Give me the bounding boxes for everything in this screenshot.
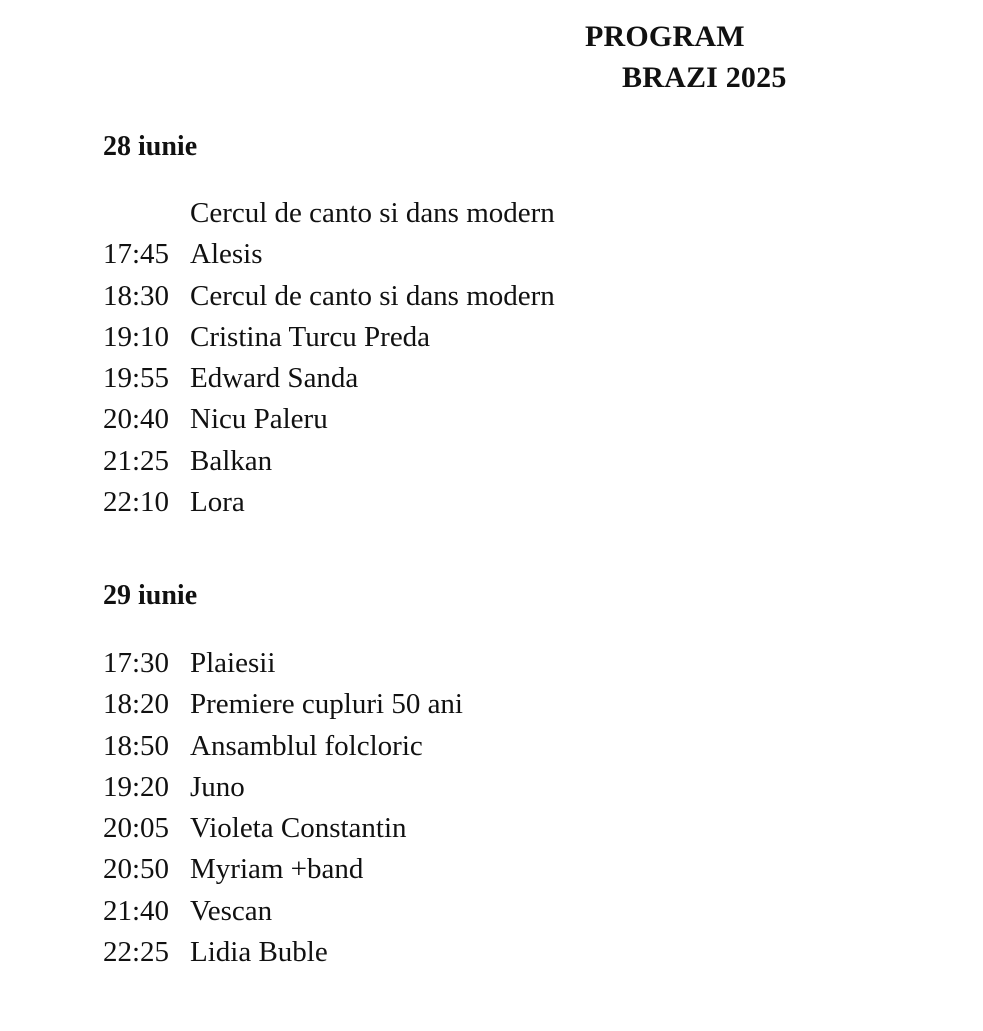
entry-time: 21:25 (103, 444, 170, 477)
entry-time: 20:05 (103, 812, 170, 845)
entry-time: 22:25 (103, 936, 170, 969)
schedule-entry (103, 317, 555, 358)
entry-act: Lora (190, 486, 245, 519)
schedule-entry (103, 441, 555, 482)
entry-time: 17:30 (103, 647, 170, 679)
entry-act: Violeta Constantin (190, 812, 407, 845)
schedule-entry (103, 234, 555, 275)
entry-act: Juno (190, 770, 245, 803)
entry-act: Cercul de canto si dans modern (190, 197, 555, 229)
entry-act: Cristina Turcu Preda (190, 320, 431, 353)
entry-time: 22:10 (103, 486, 170, 519)
schedule-entry (103, 767, 463, 808)
schedule-entry (103, 726, 463, 767)
entry-act: Lidia Buble (190, 936, 328, 969)
entry-act: Edward Sanda (190, 362, 359, 395)
entry-time: 20:40 (103, 403, 170, 436)
schedule-entry (103, 276, 555, 317)
entry-time: 18:20 (103, 688, 170, 721)
entry-time: 19:10 (103, 320, 170, 353)
entry-time: 18:30 (103, 279, 170, 312)
schedule-entry (103, 193, 555, 234)
schedule-entry (103, 482, 555, 523)
entry-time: 21:40 (103, 894, 170, 927)
entry-act: Plaiesii (190, 647, 276, 679)
schedule-entry (103, 808, 463, 849)
entry-act: Ansamblul folcloric (190, 729, 423, 762)
day-heading-29-iunie: 29 iunie (103, 580, 198, 611)
entry-act: Premiere cupluri 50 ani (190, 688, 463, 721)
entry-time: 18:50 (103, 729, 170, 762)
program-subtitle: BRAZI 2025 (622, 61, 787, 94)
entry-time: 19:20 (103, 770, 170, 803)
schedule-entry (103, 643, 463, 684)
schedule-entry (103, 849, 463, 890)
entry-act: Nicu Paleru (190, 403, 328, 436)
schedule-entry (103, 358, 555, 399)
entry-act: Myriam +band (190, 853, 364, 886)
entry-act: Vescan (190, 894, 273, 927)
entry-time: 20:50 (103, 853, 170, 886)
schedule-entry (103, 684, 463, 725)
schedule-list-29-iunie (103, 643, 463, 973)
entry-time: 17:45 (103, 238, 170, 271)
schedule-entry (103, 399, 555, 440)
entry-act: Alesis (190, 238, 263, 271)
day-heading-28-iunie: 28 iunie (103, 131, 198, 162)
schedule-entry (103, 932, 463, 973)
entry-act: Cercul de canto si dans modern (190, 279, 555, 312)
program-title: PROGRAM (585, 20, 745, 53)
schedule-list-28-iunie (103, 193, 555, 523)
schedule-entry (103, 891, 463, 932)
entry-time: 19:55 (103, 362, 170, 395)
entry-act: Balkan (190, 444, 273, 477)
